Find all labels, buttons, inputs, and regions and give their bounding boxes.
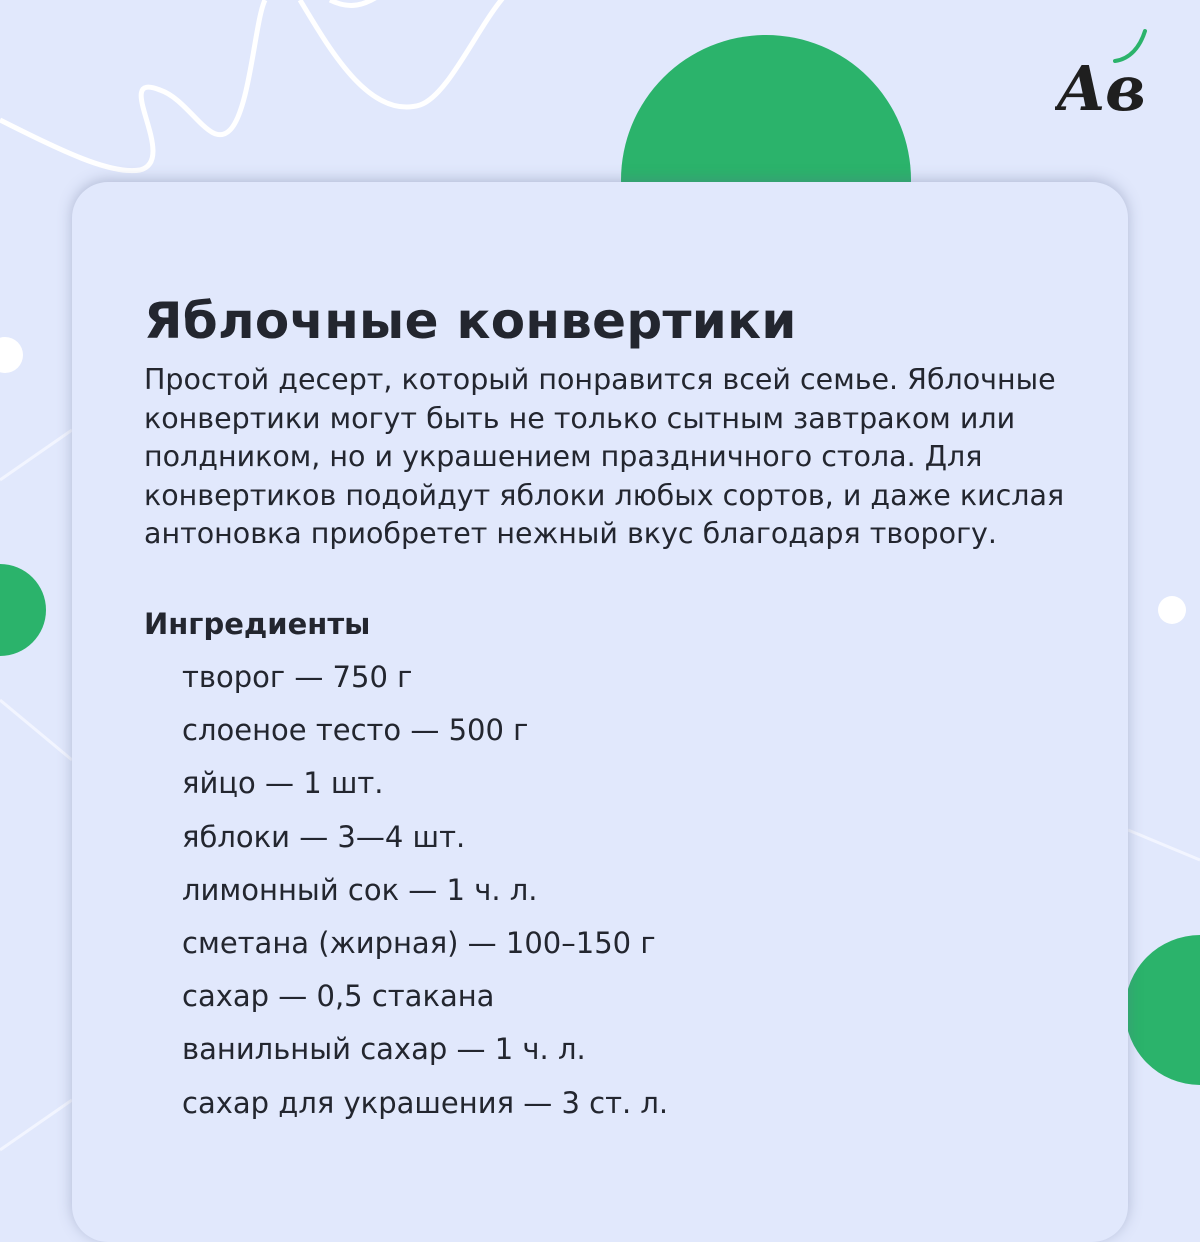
recipe-title: Яблочные конвертики [144, 292, 797, 350]
ingredient-item: творог — 750 г [182, 660, 413, 694]
ingredient-item: сметана (жирная) — 100–150 г [182, 925, 656, 960]
green-circle-left [0, 564, 46, 656]
recipe-description: Простой десерт, который понравится всей семье. Яблочные конвертики могут быть не только сытным завтраком или полдником, но и украшением праздничного стола. Для конвертиков подойдут яблоки любых сортов, и даже кислая антоновка приобретет нежный вкус благодаря творогу. [144, 363, 1065, 550]
ingredient-item: слоеное тесто — 500 г [182, 713, 529, 748]
ingredients-heading: Ингредиенты [144, 607, 371, 641]
ingredient-item: яблоки — 3—4 шт. [182, 819, 466, 854]
svg-text:Aв: Aв [1057, 52, 1146, 120]
ingredient-item: сахар — 0,5 стакана [182, 979, 495, 1014]
ingredient-item: яйцо — 1 шт. [182, 766, 384, 801]
ingredient-item: ванильный сахар — 1 ч. л. [182, 1032, 586, 1067]
ingredient-item: сахар для украшения — 3 ст. л. [182, 1085, 669, 1120]
ingredient-item: лимонный сок — 1 ч. л. [182, 872, 538, 907]
brand-logo [1055, 25, 1150, 120]
green-circle-right [1125, 935, 1200, 1085]
ingredients-list [182, 657, 668, 1136]
